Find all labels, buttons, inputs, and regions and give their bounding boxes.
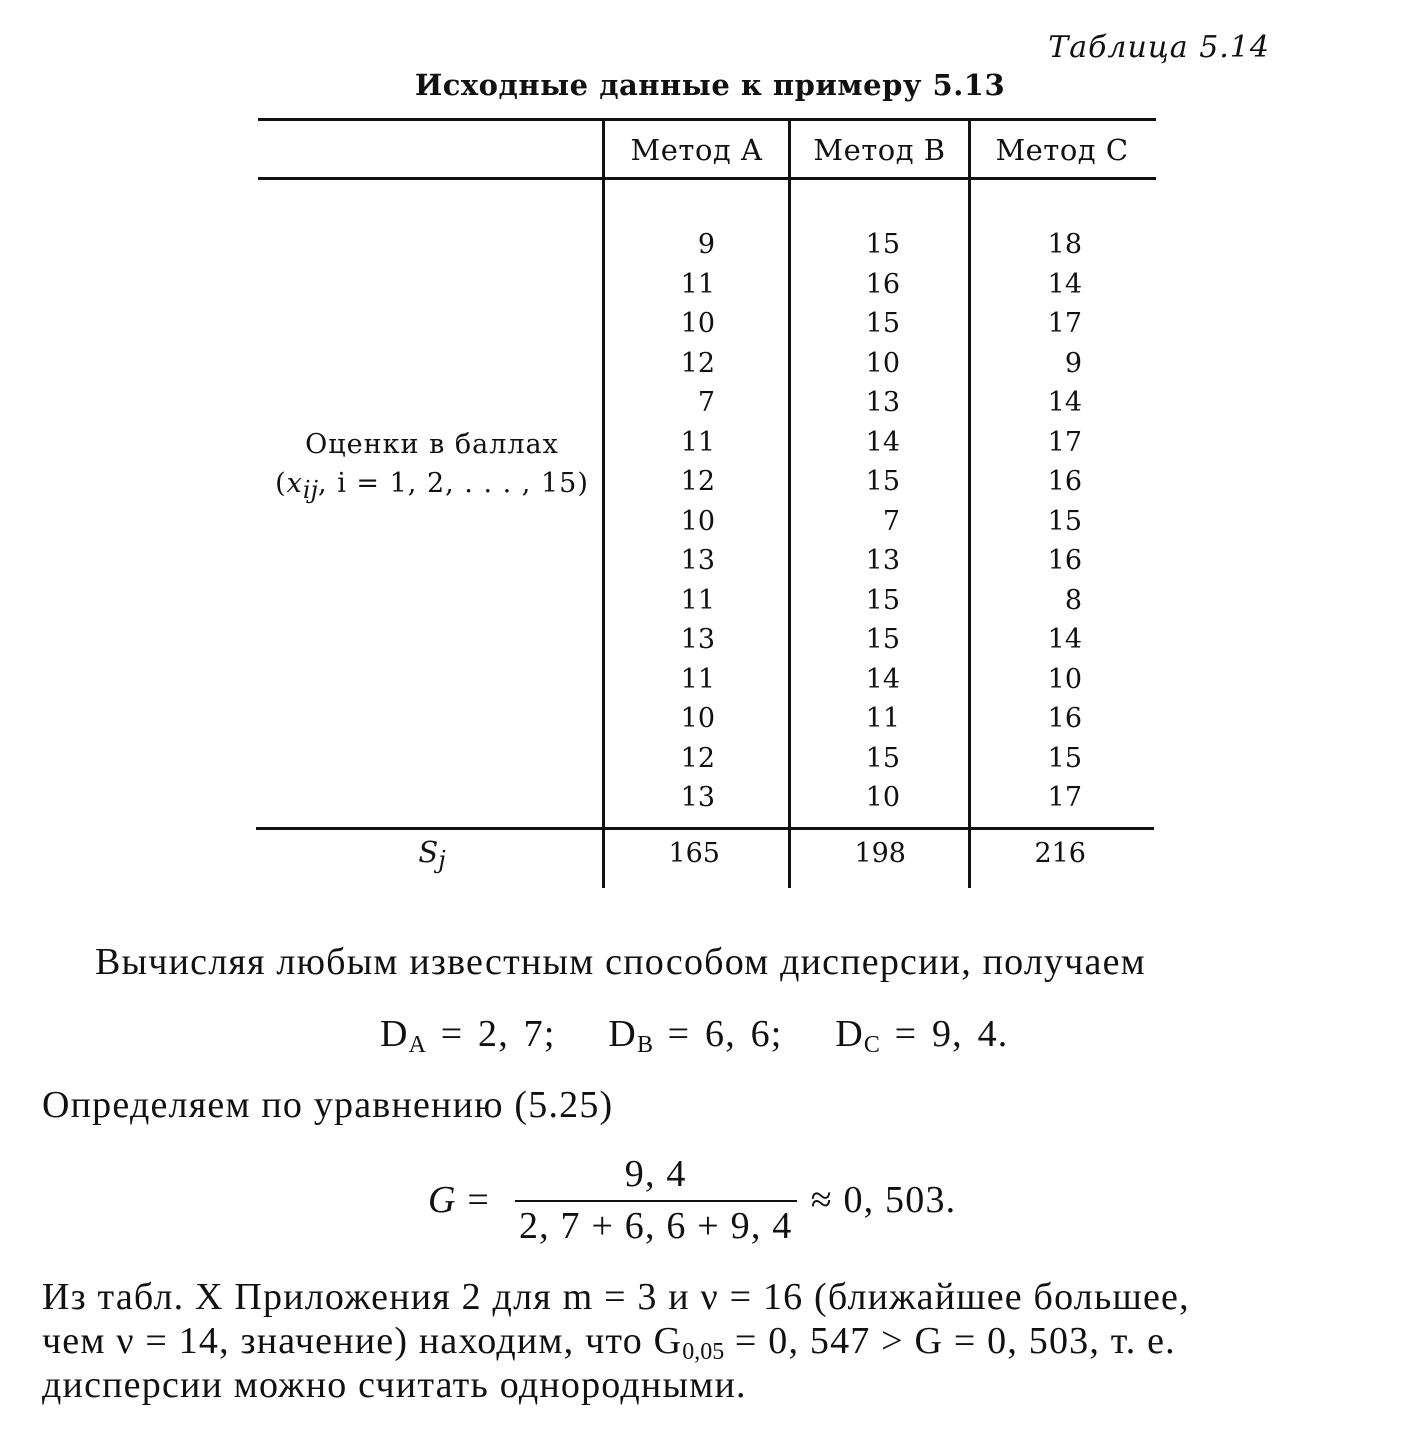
score-cell: 11 (680, 663, 715, 695)
column-header-method-c: Метод C (995, 133, 1129, 167)
sum-symbol: S (418, 835, 439, 869)
equation-variances (380, 1012, 1080, 1067)
row-label-line-1: Оценки в баллах (305, 429, 559, 460)
score-cell: 13 (680, 624, 715, 655)
score-cell: 15 (865, 624, 900, 655)
critical-value-subscript: 0,05 (682, 1339, 725, 1365)
paragraph-equation-ref: Определяем по уравнению (5.25) (42, 1084, 614, 1126)
variance-b (608, 1013, 783, 1058)
score-cell: 13 (680, 545, 715, 576)
formula-fraction (515, 1152, 797, 1248)
score-cell: 15 (865, 584, 900, 616)
score-cell: 15 (865, 308, 900, 339)
sum-row-label (262, 835, 602, 874)
score-cell: 12 (680, 742, 715, 774)
score-cell: 16 (1047, 545, 1082, 576)
scores-method-b (780, 225, 900, 818)
score-cell: 7 (697, 387, 715, 418)
variance-c (835, 1013, 1009, 1058)
score-cell: 10 (865, 347, 900, 379)
score-cell: 15 (1047, 505, 1082, 537)
score-cell: 11 (680, 268, 715, 300)
score-cell: 14 (865, 663, 900, 695)
score-cell: 9 (1064, 347, 1082, 379)
score-cell: 8 (1064, 584, 1082, 616)
sum-method-a: 165 (668, 838, 720, 869)
score-cell: 9 (697, 229, 715, 260)
score-cell: 13 (865, 545, 900, 576)
score-cell: 17 (1047, 782, 1082, 813)
score-cell: 15 (865, 742, 900, 774)
conclusion-line-3: дисперсии можно считать однородными. (42, 1364, 747, 1406)
score-cell: 12 (680, 347, 715, 379)
row-label-range: , i = 1, 2, . . . , 15) (318, 468, 589, 499)
variance-a-value: = 2, 7; (426, 1013, 556, 1055)
score-cell: 10 (865, 782, 900, 813)
formula-lhs: G (428, 1179, 457, 1221)
row-label-paren: ( (275, 468, 287, 499)
score-cell: 11 (680, 426, 715, 458)
variance-a-subscript: A (408, 1032, 426, 1058)
sum-subscript: j (438, 846, 446, 874)
variance-b-value: = 6, 6; (652, 1013, 783, 1055)
variance-a-symbol: D (380, 1013, 409, 1055)
score-cell: 10 (680, 308, 715, 339)
score-cell: 15 (865, 229, 900, 260)
conclusion-line-2-start: чем ν = 14, значение) находим, что G (42, 1320, 683, 1362)
variance-c-symbol: D (835, 1013, 864, 1055)
sum-top-rule (256, 827, 1154, 830)
variance-b-symbol: D (608, 1013, 637, 1055)
score-cell: 10 (1047, 663, 1082, 695)
score-cell: 15 (865, 466, 900, 497)
score-cell: 12 (680, 466, 715, 497)
conclusion-line-2-end: = 0, 547 > G = 0, 503, т. е. (724, 1320, 1176, 1362)
score-cell: 18 (1047, 229, 1082, 260)
score-cell: 11 (865, 703, 900, 734)
column-header-method-a: Метод A (630, 133, 763, 167)
formula-equals: = (456, 1179, 501, 1221)
header-bottom-rule (258, 177, 1156, 180)
row-label-subscript: ij (302, 476, 319, 504)
row-label-variable: x (286, 468, 303, 499)
sum-method-b: 198 (854, 838, 906, 869)
conclusion-line-2 (42, 1319, 1382, 1363)
variance-a (380, 1013, 556, 1058)
row-label-line-2 (262, 464, 602, 510)
paragraph-variances: Вычисляя любым известным способом дисперсии, получаем (95, 941, 1146, 983)
column-header-method-b: Метод B (813, 133, 946, 167)
score-cell: 11 (680, 584, 715, 616)
score-cell: 16 (1047, 703, 1082, 734)
score-cell: 14 (1047, 268, 1082, 300)
formula-denominator: 2, 7 + 6, 6 + 9, 4 (518, 1205, 793, 1247)
score-cell: 10 (680, 703, 715, 734)
score-cell: 17 (1047, 426, 1082, 458)
sum-method-c: 216 (1034, 838, 1086, 869)
scores-method-c (962, 225, 1082, 818)
table-top-rule (258, 118, 1156, 121)
formula-result: ≈ 0, 503. (810, 1179, 957, 1221)
score-cell: 7 (882, 505, 900, 537)
variance-b-subscript: B (636, 1032, 653, 1058)
score-cell: 14 (865, 426, 900, 458)
score-cell: 13 (680, 782, 715, 813)
scores-method-a (595, 225, 715, 818)
score-cell: 15 (1047, 742, 1082, 774)
row-label-scores (262, 425, 602, 510)
table-number-label: Таблица 5.14 (1048, 30, 1270, 65)
score-cell: 14 (1047, 387, 1082, 418)
variance-c-value: = 9, 4. (879, 1013, 1009, 1055)
score-cell: 16 (1047, 466, 1082, 497)
conclusion-line-1: Из табл. X Приложения 2 для m = 3 и ν = 16 (ближайшее большее, (42, 1276, 1190, 1318)
formula-numerator: 9, 4 (624, 1153, 687, 1195)
score-cell: 17 (1047, 308, 1082, 339)
score-cell: 16 (865, 268, 900, 300)
score-cell: 14 (1047, 624, 1082, 655)
score-cell: 13 (865, 387, 900, 418)
table-title: Исходные данные к примеру 5.13 (414, 68, 1006, 102)
paragraph-conclusion (42, 1275, 1382, 1407)
formula-cochran-g (428, 1150, 956, 1250)
variance-c-subscript: C (863, 1032, 880, 1058)
score-cell: 10 (680, 505, 715, 537)
